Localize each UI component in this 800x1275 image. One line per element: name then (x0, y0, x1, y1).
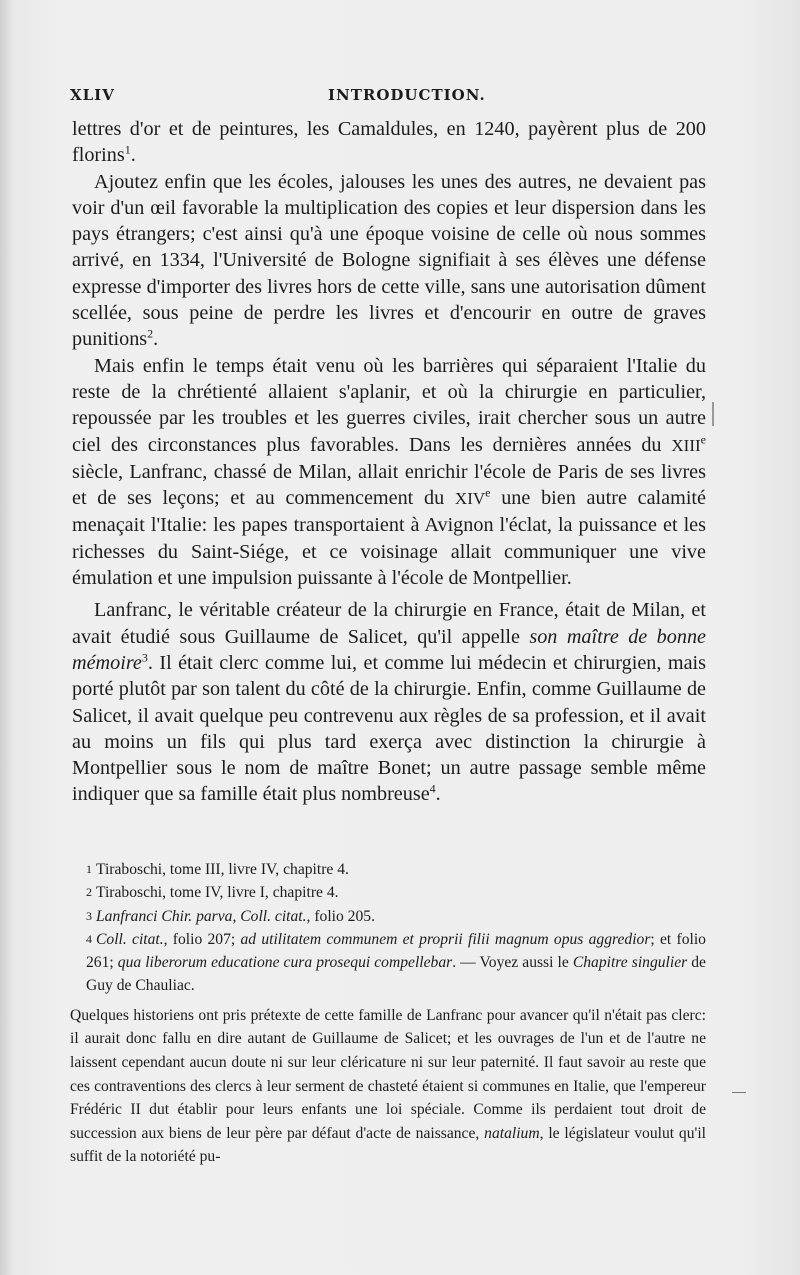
footnote: $^4$ Coll. citat., folio 207; ad utilitatem communem et proprii filii magnum opus aggredior; et folio 261; qua liberorum educatione cura prosequi compellebar. — Voyez aussi le Chapitre singulier de Guy de Chauliac. (86, 930, 706, 995)
paragraph: Ajoutez enfin que les écoles, jalouses les unes des autres, ne devaient pas voir d'un œil favorable la multiplication des copies et leur dispersion dans les pays étrangers; c'est ainsi qu'à une époque voisine de celle où nous sommes arrivé, en 1334, l'Université de Bologne signifiait à ses élèves une défense expresse d'importer des livres hors de cette ville, sans une autorisation dûment scellée, sous peine de perdre les livres et d'encourir en outre de graves punitions$^2$. (72, 170, 706, 351)
footnote: $^1$ Tiraboschi, tome III, livre IV, chapitre 4. (86, 861, 349, 878)
footnote-ref: 3 (141, 650, 148, 665)
footnote-continuation: Quelques historiens ont pris prétexte de cette famille de Lanfranc pour avancer qu'il n'était pas clerc: il aurait donc fallu en dire autant de Guillaume de Salicet; et les ouvrages de l'un et de l'autre ne laissent cependant aucun doute ni sur leur cléricature ni sur leur paternité. Il faut savoir au reste que ces contraventions des clercs à leur serment de chasteté étaient si communes en Italie, que l'empereur Frédéric II dut établir pour leurs enfants une loi spéciale. Comme ils perdaient tout droit de succession aux biens de leur père par défaut d'acte de naissance, natalium, le législateur voulut qu'il suffit de la notoriété pu- (70, 1006, 706, 1166)
paragraph: lettres d'or et de peintures, les Camaldules, en 1240, payèrent plus de 200 florins$^1$. (72, 118, 706, 167)
footnote-ref: 4 (429, 781, 436, 796)
footnote-ref: 2 (147, 326, 154, 341)
margin-mark (732, 1092, 746, 1093)
margin-mark (712, 402, 714, 426)
paragraph: Lanfranc, le véritable créateur de la chirurgie en France, était de Milan, et avait étudié sous Guillaume de Salicet, qu'il appelle son maître de bonne mémoire$^3$. Il était clerc comme lui, et comme lui médecin et chirurgien, mais porté plutôt par son talent du côté de la chirurgie. Enfin, comme Guillaume de Salicet, il avait quelque peu contrevenu aux règles de sa profession, et il avait au moins un fils qui plus tard exerça avec distinction la chirurgie à Montpellier sous le nom de maître Bonet; un autre passage semble même indiquer que sa famille était plus nombreuse$^4$. (72, 599, 706, 806)
paragraph: Mais enfin le temps était venu où les barrières qui séparaient l'Italie du reste de la chrétienté allaient s'aplanir, et où la chirurgie en particulier, repoussée par les troubles et les guerres civiles, irait chercher sous un autre ciel des circonstances plus favorables. Dans les dernières années du XIIIe siècle, Lanfranc, chassé de Milan, allait enrichir l'école de Paris de ses livres et de ses leçons; et au commencement du XIVe une bien autre calamité menaçait l'Italie: les papes transportaient à Avignon l'éclat, la puissance et les richesses du Saint-Siége, et ce voisinage allait communiquer une vive émulation et une impulsion puissante à l'école de Montpellier. (72, 354, 706, 590)
page-number: XLIV (70, 86, 115, 104)
body-text (72, 116, 706, 808)
footnote: $^2$ Tiraboschi, tome IV, livre I, chapitre 4. (86, 884, 339, 902)
running-title: INTRODUCTION. (328, 86, 486, 104)
footnote: $^3$ Lanfranci Chir. parva, Coll. citat., folio 205. (86, 907, 375, 925)
footnote-ref: 1 (124, 142, 131, 157)
footnotes (70, 858, 706, 1169)
running-head (70, 86, 710, 110)
